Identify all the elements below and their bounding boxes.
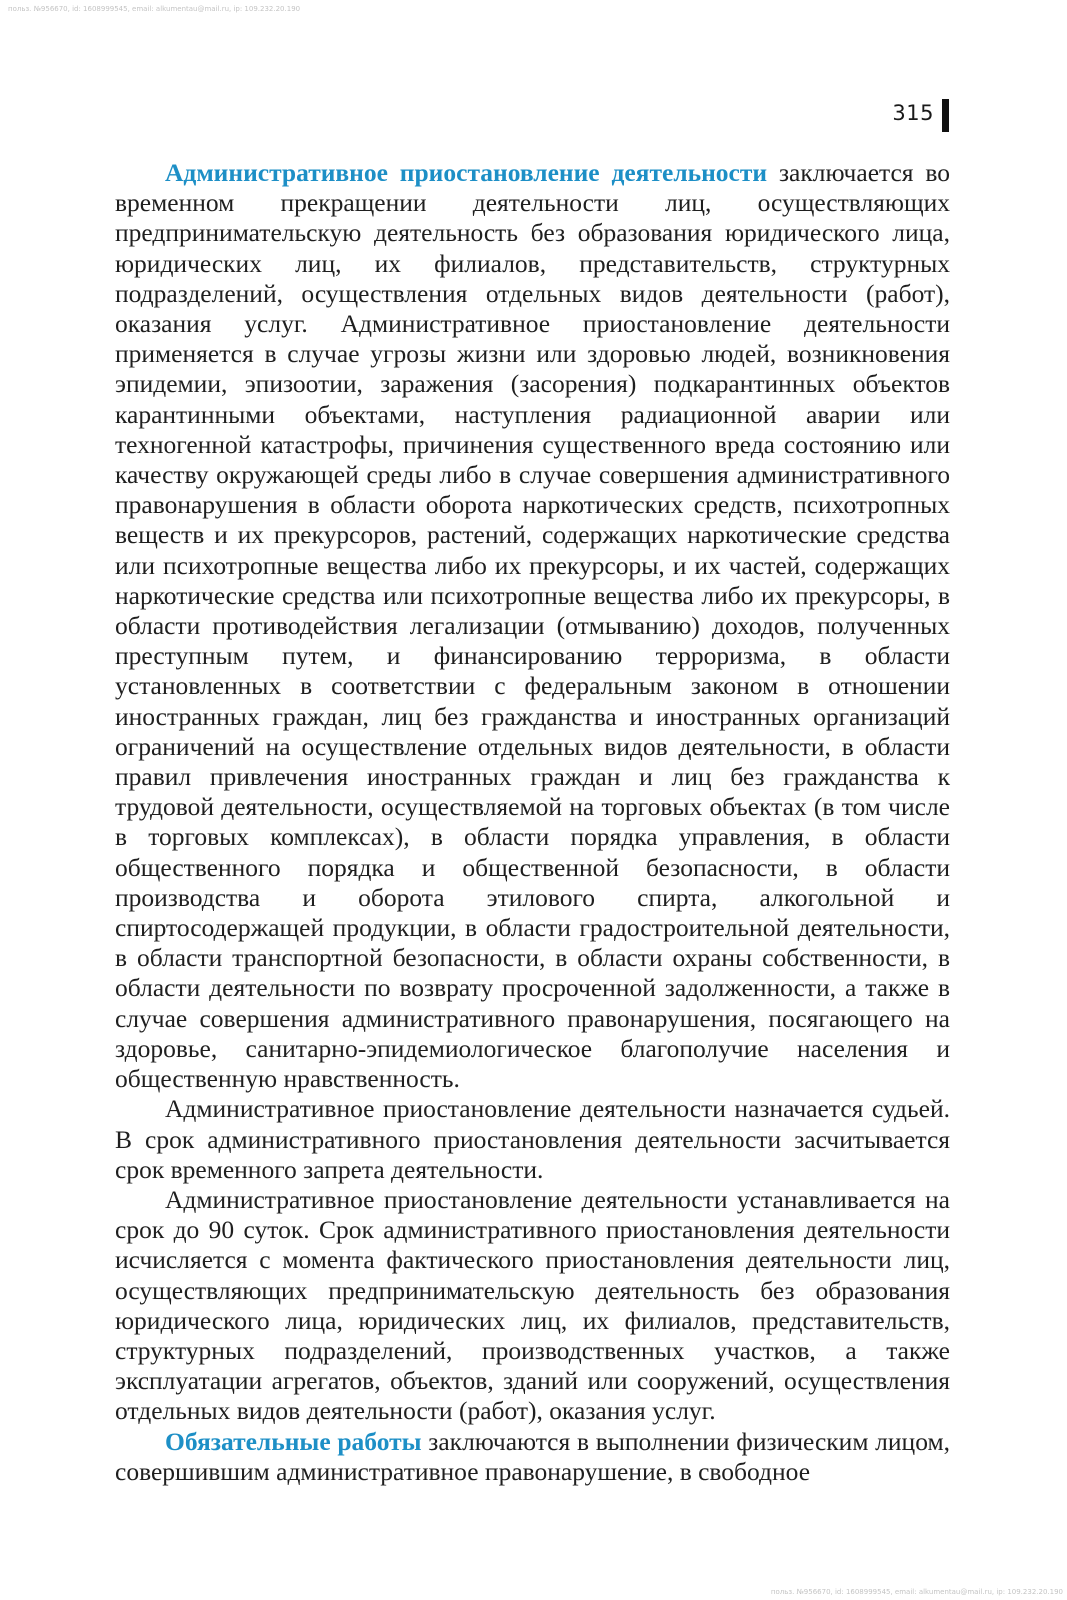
paragraph-2 (115, 1094, 950, 1185)
watermark-bottom: польз. №956670, id: 1608999545, email: alkumentau@mail.ru, ip: 109.232.20.190 (770, 1588, 1063, 1596)
paragraph-text: Административное приостановление деятельности устанавливается на срок до 90 суток. Срок административного приостановления деятельности исчисляется с момента фактического приостановления деятельности лиц, осуществляющих предпринимательскую деятельность без образования юридического лица, юридических лиц, их филиалов, представительств, структурных подразделений, производственных участков, а также эксплуатации агрегатов, объектов, зданий или сооружений, осуществления отдельных видов деятельности (работ), оказания услуг. (115, 1184, 950, 1426)
paragraph-text: заключается во временном прекращении деятельности лиц, осуществляющих предпринимательскую деятельность без образования юридического лица, юридических лиц, их филиалов, представительств, структурных подразделений, осуществления отдельных видов деятельности (работ), оказания услуг. Административное приостановление деятельности применяется в случае угрозы жизни или здоровью людей, возникновения эпидемии, эпизоотии, заражения (засорения) подкарантинных объектов карантинными объектами, наступления радиационной аварии или техногенной катастрофы, причинения существенного вреда состоянию или качеству окружающей среды либо в случае совершения административного правонарушения в области оборота наркотических средств, психотропных веществ и их прекурсоров, растений, содержащих наркотические средства или психотропные вещества либо их прекурсоры, и их частей, содержащих наркотические средства или психотропные вещества либо их прекурсоры, в области противодействия легализации (отмыванию) доходов, полученных преступным путем, и финансированию терроризма, в области установленных в соответствии с федеральным законом в отношении иностранных граждан, лиц без гражданства и иностранных организаций ограничений на осуществление отдельных видов деятельности, в области правил привлечения иностранных граждан и лиц без гражданства к трудовой деятельности, осуществляемой на торговых объектах (в том числе в торговых комплексах), в области порядка управления, в области общественного порядка и общественной безопасности, в области производства и оборота этилового спирта, алкогольной и спиртосодержащей продукции, в области градостроительной деятельности, в области транспортной безопасности, в области охраны собственности, в области деятельности по возврату просроченной задолженности, а также в случае совершения административного правонарушения, посягающего на здоровье, санитарно-эпидемиологическое благополучие населения и общественную нравственность. (115, 158, 950, 1094)
watermark-top: польз. №956670, id: 1608999545, email: alkumentau@mail.ru, ip: 109.232.20.190 (8, 5, 301, 13)
paragraph-text: заключаются в выполнении физическим лицом, совершившим административное правонарушение, в свободное (115, 1426, 950, 1486)
page-number-bar (942, 99, 949, 132)
page-number: 315 (892, 101, 934, 125)
paragraph-3 (115, 1185, 950, 1427)
paragraph-text: Административное приостановление деятельности назначается судьей. В срок административного приостановления деятельности засчитывается срок временного запрета деятельности. (115, 1094, 950, 1184)
body-text (115, 158, 950, 1487)
term-highlight: Обязательные работы (165, 1426, 422, 1456)
term-highlight: Административное приостановление деятельности (165, 158, 768, 187)
paragraph-4 (115, 1427, 950, 1487)
paragraph-1 (115, 158, 950, 1094)
